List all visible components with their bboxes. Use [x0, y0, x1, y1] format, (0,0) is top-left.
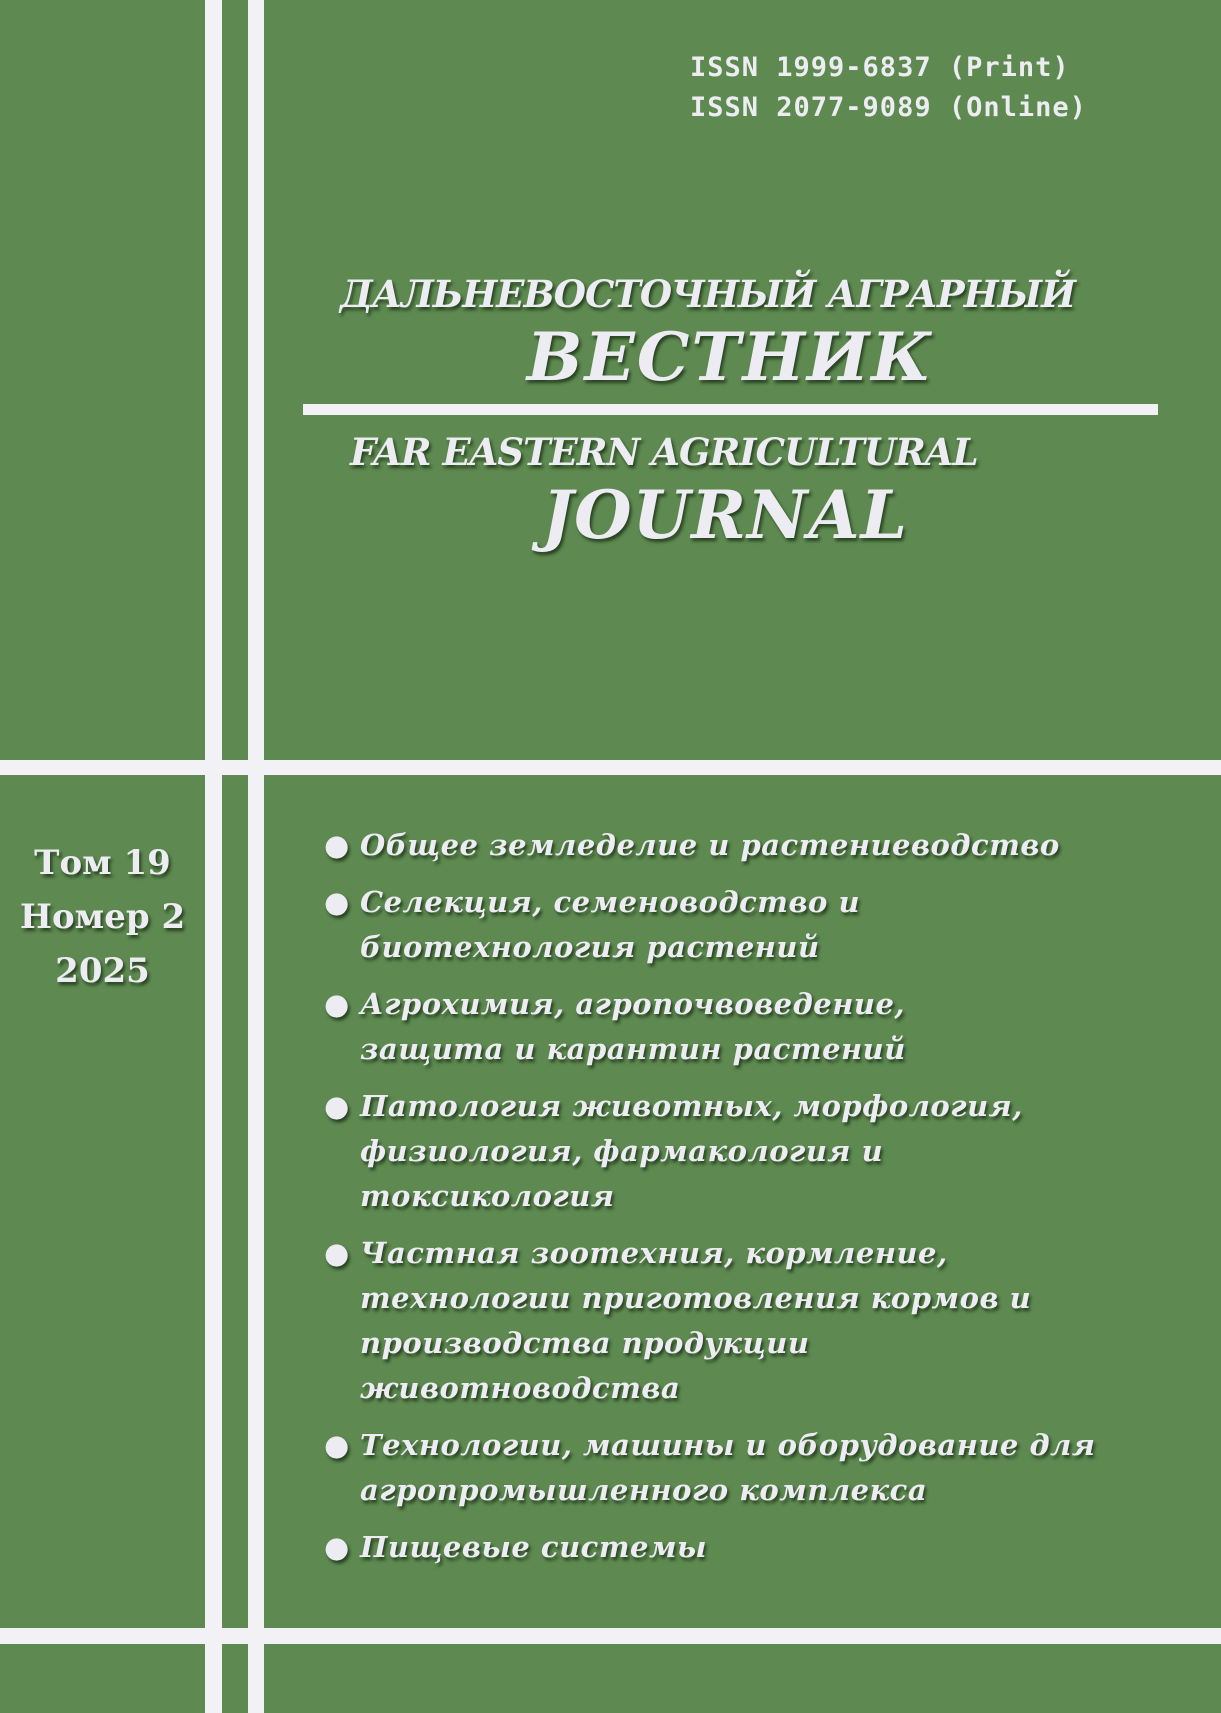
topics-list: [320, 823, 1200, 1582]
list-item: [320, 1231, 1110, 1411]
list-item: [320, 880, 880, 970]
bullet-icon: ●: [324, 1428, 350, 1462]
volume: Том 19: [34, 843, 171, 883]
bullet-icon: ●: [324, 828, 350, 862]
year: 2025: [55, 951, 150, 991]
bullet-icon: ●: [324, 1236, 350, 1270]
list-item: [320, 1084, 1080, 1219]
title-ru-line1: ДАЛЬНЕВОСТОЧНЫЙ АГРАРНЫЙ: [340, 272, 1076, 316]
horizontal-stripe-middle: [0, 760, 1221, 775]
bullet-icon: ●: [324, 1089, 350, 1123]
bullet-icon: ●: [324, 1530, 350, 1564]
bullet-icon: ●: [324, 987, 350, 1021]
title-divider: [303, 404, 1158, 415]
title-en-line1: FAR EASTERN AGRICULTURAL: [350, 430, 978, 474]
issue-info: [0, 836, 205, 998]
issn-print: ISSN 1999-6837 (Print): [690, 52, 1070, 83]
topic-label: Технологии, машины и оборудование для агропромышленного комплекса: [360, 1428, 1096, 1507]
list-item: [320, 823, 1200, 868]
list-item: [320, 982, 950, 1072]
issn-block: [690, 48, 1087, 128]
list-item: [320, 1423, 1100, 1513]
topic-label: Общее земледелие и растениеводство: [360, 828, 1060, 862]
title-ru-line2: ВЕСТНИК: [526, 318, 934, 396]
vertical-stripe-right: [248, 0, 264, 1713]
vertical-stripe-left: [205, 0, 222, 1713]
topic-label: Агрохимия, агропочвоведение, защита и карантин растений: [360, 987, 906, 1066]
title-en-line2: JOURNAL: [541, 476, 909, 554]
issue-number: Номер 2: [19, 897, 186, 937]
topic-label: Пищевые системы: [360, 1530, 708, 1564]
topic-label: Селекция, семеноводство и биотехнология растений: [360, 885, 861, 964]
horizontal-stripe-bottom: [0, 1628, 1221, 1644]
topic-label: Патология животных, морфология, физиология, фармакология и токсикология: [360, 1089, 1023, 1213]
bullet-icon: ●: [324, 885, 350, 919]
topic-label: Частная зоотехния, кормление, технологии приготовления кормов и производства продукции животноводства: [360, 1236, 1032, 1405]
issn-online: ISSN 2077-9089 (Online): [690, 92, 1087, 123]
list-item: [320, 1525, 1200, 1570]
